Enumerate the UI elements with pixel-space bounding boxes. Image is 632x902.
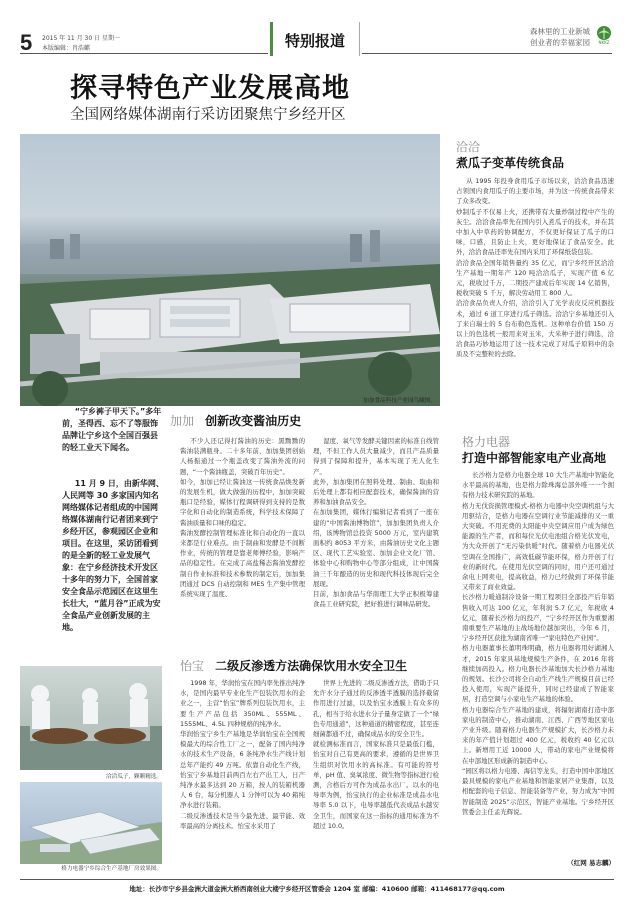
jiajia-brand: 加加 xyxy=(170,414,195,428)
workers-scene-icon xyxy=(20,666,162,770)
park-logo-icon xyxy=(594,25,614,45)
slogan-line-2: 创业者的幸福家园 xyxy=(530,38,590,47)
lead-body: 11 月 9 日，由新华网、人民网等 30 多家国内知名网络媒体记者组成的中国网络媒体湖南行记者团来到宁乡经开区，参观园区企业和项目。在这里，采访团看到的是全新的轻工业发展气象：在宁乡经济技术开发区十多年的努力下，全国首家安全食品示范园区在这里生长壮大，“蓝月谷”正成为安全食品产业创新发展的主地。 xyxy=(62,479,164,632)
slogan-line-1: 森林里的工业新城 xyxy=(530,27,590,36)
gree-body: 长沙格力是格力电器全球 10 大生产基地中智能化水平最高的基地，也是格力除珠海总部外唯一一个拥有格力技术研究院的基地。 格力无伐资损管理模式-格格力电器中央空调机组与大用驱结合，是格力电器在空调行业节能减排的又一重大突破。不用充费的太阳能中央空调应用户成为绿色能源的生产者，而和每位光伏电池组合格光伏发电，为大众开创了“无污染供暖”时代。随着格力电器光伏空调在全国推广，高效低碳节能环保，格力开创了行业的新时代。在使用光伏空调的同时，用户还可通过余电上网卖电，提高收益，格力已经做到了环保节能又带来了商业效益。 长沙格力暖通制冷设备一期工程项目全部投产后年销售收入可达 100 亿元，年利润 5.7 亿元，年税收 4 亿元，随着长沙格力的投产，“宁乡经开区作为重要湘南重要生产基地的主战场地位越加突出，今年 6 月，宁乡经开区获批为湖南省唯一“家电特色产业园”。 格力电器董事长董明珠明确，格力电器将用好湖湘人才，2015 年家具基地规模生产条件，在 2016 年将继续加码投入。格力电器长沙基地加大长沙格力基地的规划。长沙公司将全自动生产线生产规模目前已经投入使用，实现产能提升，同时已经建成了智能家居，打造空调与小家电生产基地的体验。 格力电器综合生产基地的建成，将辐射湖南打造中部家电的制造中心，推动湖南、江西、广西等地区家电产业升级。随着格力电器生产规模扩大，长沙格力未来的年产值计划超过 400 亿元，税收约 40 亿元以上。新增用工近 10000 人，带动的家电产业规模将在中部地区形成新的制造中心。 “园区将以格力电器、海信等龙头，打造中国中部地区最具规模的家电产业基地和智能家居产业集群，以及相配套的电子信息、智能装备等产业，努力成为“中国智能制造 2025”示范区，智能产业基地。宁乡经开区管委会主任孟光辉说。 xyxy=(462,471,614,816)
sunflower-seed-photo xyxy=(20,666,162,770)
jiajia-col-2: 湿度、氧气等发酵关键因素的标准自线管理，不但工作人员大量减少，而且产品质量得到了保障和提升，基本实现了无人化生产。 此外，加加集团在照料处理、制曲、取曲和后处理上都有相应配套技术，确保酱油的营养和加油食品安全。 在加加集团，媒体行编辑记者看到了一座在建的“中国酱油博物馆”，加加集团负责人介绍，该博物馆总投资 5000 万元，室内建筑面积约 8053 平方米，由酱油历史文化主题区、现代工艺实验室、加加企业文化厂馆、体验中心和购物中心等部分组成，让中国酱油三千年酿造的历史和现代科技体现后完全展现。 目前，加加食品与华南理工大学正积极筹建食品工业研究院，把好推进行调味品研发。 xyxy=(313,437,439,609)
qiaqia-brand: 洽洽 xyxy=(456,140,481,154)
section-badge xyxy=(270,22,360,56)
yibao-col-1: 1998 年，华润怡宝在国内率先推出纯净水，是国内最早专业化生产包装饮用水的企业之一，主营“怡宝”牌系列包装饮用水，主要生产产品包括 350ML、555ML、1555ML、4.5L 四种规格的纯净水。 华润怡宝宁乡生产基地是华润怡宝在全国规模最大的综合性工厂之一，配备了国内纯净水的技术生产设备，6 条纯净水生产线计划总年产能约 49 万吨。依靠自动化生产线，怡宝宁乡基地目前两百左右产出工人，日产纯净水最多达到 20 万箱，按人的装箱机器人 6 台，每分机器人 1 分钟可以为 40 箱纯净水进行装箱。 二级反渗透技术是当今最先进、最节能、效率最高的分离技术。怡宝水采用了 xyxy=(180,679,305,830)
jiajia-col-1: 不少人还记得打酱油的历史：黑黝黝的酱油装满瓶身。二十多年前，加加集团创始人杨振通过一个瓶盖改变了酱油外流的问题，“一个酱油瓶盖，突破百年历史”。 如今，加加已经让酱油这一传统食品焕发新的发展生机，做大做强的历程中，加加突破瓶口是经验，媒体行程调研得到支持的是数字化和自动化的制造系统，科学技术保障了酱油质量和口味的稳定。 酱油发酵控制管理标准化和自动化的一直以来都是行业难点。由于制曲和发酵是不间断作业，传统的管理是靠老师傅经验，影响产品的稳定性。在完成了高盐稀态酱油发酵控制自作业标准和技术参数的制定后，加加集团通过 DCS 自动控制和 MES 生产集中管理系统实现了温度、 xyxy=(180,437,305,599)
aerial-photo xyxy=(20,134,440,406)
page-number: 5 xyxy=(20,30,33,55)
yibao-heading xyxy=(180,655,445,675)
yibao-brand: 怡宝 xyxy=(180,659,205,673)
jiajia-title: 创新改变酱油历史 xyxy=(205,414,302,428)
gree-factory-caption: 格力电器宁乡综合生产基地厂房效果图。 xyxy=(61,866,162,872)
yibao-title: 二级反渗透方法确保饮用水安全卫生 xyxy=(215,659,408,673)
qiaqia-title: 煮瓜子变革传统食品 xyxy=(456,156,565,170)
header-rule-right xyxy=(362,53,612,54)
gree-title: 打造中部智能家电产业高地 xyxy=(462,451,607,465)
gree-brand: 格力电器 xyxy=(462,435,511,449)
main-subheadline: 全国网络媒体湖南行采访团聚焦宁乡经开区 xyxy=(70,107,346,123)
jiajia-heading xyxy=(170,410,435,430)
qiaqia-body: 从 1995 年投身食用瓜子市场以来，洽洽食品迅速占领国内食用瓜子的主要市场，并为这一传统食品带来了众多改变。 炒制瓜子不仅易上火，还携带有大量炒制过程中产生的灰尘。洽洽食品率先在国内引入煮瓜子的技术，并在其中加入中草药的协调配方，不仅更好保证了瓜子的口味，口感，且防止上火，更好地保证了食品安全。此外，洽洽食品还率先在国内采用了环保纸袋包装。 洽洽食品全国年销售量约 35 亿元，而宁乡经开区洽洽生产基地一期年产 120 吨洽洽瓜子，实现产值 6 亿元，税收过千万，二期投产建成后年实现 14 亿销售，税收突破 5 千万，解决劳动用工 800 人。 洽洽食品负责人介绍，洽洽引入了光学表皮反应机器技术，通过 6 道工序进行瓜子筛选。洽洽宁乡基地还引入了来自瑞士的 5 台布勒色选机。这种单台价值 150 万以上的色选机一般用来对玉米，大米种子进行筛选，洽洽食品巧妙地运用了这一技术完成了对瓜子原料中的杂质及不完整粒的去除。 xyxy=(456,177,614,359)
issue-date: 2015 年 11 月 30 日 星期一 xyxy=(42,35,120,42)
gree-factory-render xyxy=(20,782,162,864)
main-headline: 探寻特色产业发展高地 xyxy=(70,73,350,104)
logo-text: NKKZ xyxy=(598,40,610,45)
yibao-col-2: 世界上先进的二级反渗透方法，借助于只允许水分子通过的反渗透半透膜的选择截留作用进行过滤，以及怡宝水透膜上有众多的孔，相当于给水进水分子量身定做了一个“绿色专用通道”，这种通道的精密程度，甚至连细菌都通不过，确保成品水的安全卫生。 就检测标准而言，国家标准只是最低门槛，怡宝对自己有更高的要求，遵循的是世界卫生组织对饮用水的高标准。有可能的符号单，pH 值、臭氧浓度、微生物等指标进行检测，合格后方可作为成品水出厂。以水的电导率为例，怡宝执行的企业标准是成品水电导率 5.0 以下，电导率越低代表成品水越安全卫生，而国家在这一指标的通用标准为不超过 10.0。 xyxy=(313,679,439,830)
lead-quote: “宁乡裤子甲天下。”多年前，圣得西、忘不了等服饰品牌让宁乡这个全国百强县的轻工业天下闻名。 xyxy=(62,407,162,452)
gree-byline: （红网 易志麟） xyxy=(567,859,615,867)
header-rule-left xyxy=(20,53,268,54)
aerial-scene-icon xyxy=(20,134,440,406)
section-title: 特别报道 xyxy=(285,32,346,50)
sunflower-seed-caption: 洽洽瓜子，颗颗精选。 xyxy=(106,774,162,780)
footer-rule xyxy=(20,879,614,880)
factory-render-icon xyxy=(20,782,162,864)
aerial-photo-caption: 加加食品科技产业园鸟瞰图。 xyxy=(363,398,436,404)
footer-address: 地址：长沙市宁乡县金洲大道金洲大桥西南创业大楼宁乡经开区管委会 1204 室 邮编：410600 邮箱：411468177@qq.com xyxy=(129,885,505,893)
page-editor: 本版编辑：肖浩麒 xyxy=(42,45,91,52)
